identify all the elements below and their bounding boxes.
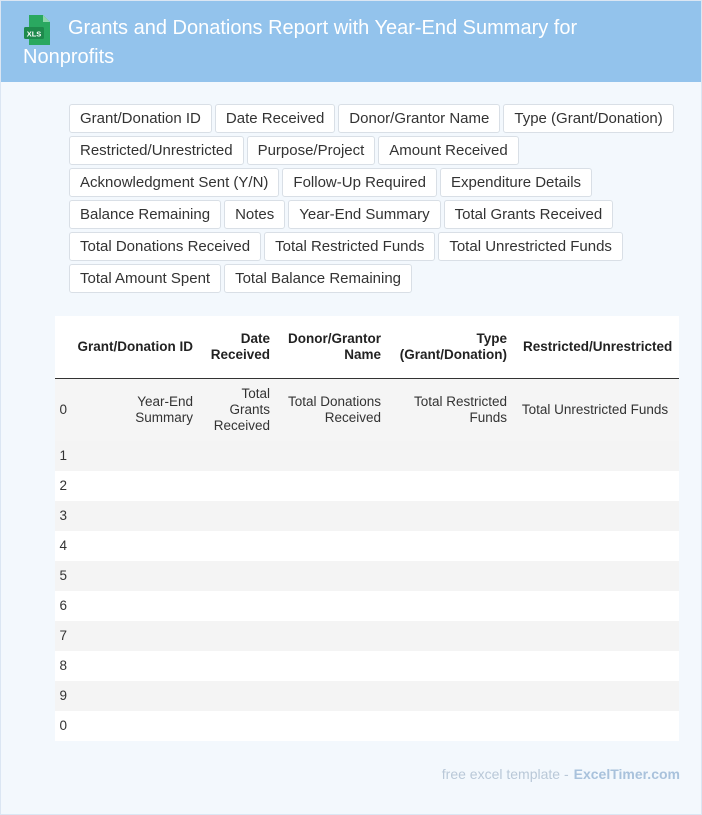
table-cell[interactable]	[511, 621, 679, 651]
summary-row	[55, 379, 679, 442]
table-cell[interactable]	[73, 591, 197, 621]
table-cell[interactable]	[511, 591, 679, 621]
table-cell[interactable]	[385, 531, 511, 561]
table-cell[interactable]	[197, 651, 274, 681]
row-number: 0	[55, 711, 73, 741]
row-number: 1	[55, 441, 73, 471]
field-chip[interactable]: Total Restricted Funds	[264, 232, 435, 261]
table-cell[interactable]	[511, 561, 679, 591]
field-chip[interactable]: Year-End Summary	[288, 200, 440, 229]
row-number: 0	[55, 379, 73, 442]
table-body	[55, 379, 679, 742]
summary-cell[interactable]: Total Grants Received	[197, 379, 274, 442]
table-row	[55, 711, 679, 741]
column-header[interactable]: Grant/Donation ID	[73, 316, 197, 379]
table-cell[interactable]	[274, 681, 385, 711]
row-number: 5	[55, 561, 73, 591]
table-cell[interactable]	[385, 651, 511, 681]
field-chip[interactable]: Expenditure Details	[440, 168, 592, 197]
table-cell[interactable]	[197, 471, 274, 501]
column-header[interactable]: Type (Grant/Donation)	[385, 316, 511, 379]
data-table	[55, 316, 679, 741]
svg-text:XLS: XLS	[26, 29, 42, 39]
table-cell[interactable]	[197, 621, 274, 651]
field-chip[interactable]: Purpose/Project	[247, 136, 376, 165]
table-row	[55, 471, 679, 501]
table-cell[interactable]	[385, 591, 511, 621]
table-cell[interactable]	[197, 591, 274, 621]
column-header[interactable]: Donor/Grantor Name	[274, 316, 385, 379]
field-chip[interactable]: Restricted/Unrestricted	[69, 136, 244, 165]
table-cell[interactable]	[73, 501, 197, 531]
footer-brand-link[interactable]: ExcelTimer.com	[573, 766, 680, 782]
table-header-row	[55, 316, 679, 379]
field-chip[interactable]: Total Donations Received	[69, 232, 261, 261]
table-cell[interactable]	[73, 441, 197, 471]
table-cell[interactable]	[511, 711, 679, 741]
table-cell[interactable]	[197, 681, 274, 711]
row-number: 3	[55, 501, 73, 531]
table-cell[interactable]	[197, 531, 274, 561]
table-cell[interactable]	[511, 471, 679, 501]
footer-credit	[442, 766, 680, 782]
table-row	[55, 561, 679, 591]
table-cell[interactable]	[511, 681, 679, 711]
table-cell[interactable]	[73, 651, 197, 681]
table-row	[55, 591, 679, 621]
row-number: 8	[55, 651, 73, 681]
table-cell[interactable]	[385, 501, 511, 531]
field-chip-list	[69, 104, 679, 293]
table-row	[55, 531, 679, 561]
page-title: Grants and Donations Report with Year-End Summary for Nonprofits	[23, 17, 578, 68]
table-cell[interactable]	[511, 441, 679, 471]
row-number: 4	[55, 531, 73, 561]
table-cell[interactable]	[274, 621, 385, 651]
table-cell[interactable]	[274, 531, 385, 561]
field-chip[interactable]: Date Received	[215, 104, 335, 133]
column-header[interactable]: Restricted/Unrestricted	[511, 316, 679, 379]
table-cell[interactable]	[274, 441, 385, 471]
header-bar	[1, 1, 701, 82]
row-number-header	[55, 316, 73, 379]
table-cell[interactable]	[274, 651, 385, 681]
field-chip[interactable]: Total Grants Received	[444, 200, 614, 229]
summary-cell[interactable]: Year-End Summary	[73, 379, 197, 442]
table-cell[interactable]	[197, 501, 274, 531]
table-cell[interactable]	[274, 561, 385, 591]
table-cell[interactable]	[385, 471, 511, 501]
table-viewport[interactable]	[59, 316, 679, 741]
row-number: 9	[55, 681, 73, 711]
summary-cell[interactable]: Total Donations Received	[274, 379, 385, 442]
table-row	[55, 441, 679, 471]
summary-cell[interactable]: Total Unrestricted Funds	[511, 379, 679, 442]
table-cell[interactable]	[274, 711, 385, 741]
table-row	[55, 621, 679, 651]
summary-cell[interactable]: Total Restricted Funds	[385, 379, 511, 442]
table-cell[interactable]	[385, 681, 511, 711]
table-cell[interactable]	[197, 711, 274, 741]
table-cell[interactable]	[73, 711, 197, 741]
table-cell[interactable]	[385, 711, 511, 741]
field-chip[interactable]: Total Balance Remaining	[224, 264, 412, 293]
row-number: 6	[55, 591, 73, 621]
table-row	[55, 501, 679, 531]
table-cell[interactable]	[385, 561, 511, 591]
table-cell[interactable]	[511, 531, 679, 561]
table-cell[interactable]	[274, 591, 385, 621]
table-cell[interactable]	[73, 531, 197, 561]
table-cell[interactable]	[511, 651, 679, 681]
table-cell[interactable]	[274, 501, 385, 531]
table-cell[interactable]	[73, 681, 197, 711]
table-cell[interactable]	[73, 561, 197, 591]
table-row	[55, 681, 679, 711]
field-chip[interactable]: Acknowledgment Sent (Y/N)	[69, 168, 279, 197]
footer-text: free excel template -	[441, 766, 569, 782]
column-header[interactable]: Date Received	[197, 316, 274, 379]
table-cell[interactable]	[73, 621, 197, 651]
table-cell[interactable]	[385, 441, 511, 471]
field-chip[interactable]: Amount Received	[378, 136, 518, 165]
field-chip[interactable]: Grant/Donation ID	[69, 104, 212, 133]
field-chip[interactable]: Donor/Grantor Name	[338, 104, 500, 133]
field-chip[interactable]: Type (Grant/Donation)	[503, 104, 673, 133]
table-cell[interactable]	[73, 471, 197, 501]
field-chip[interactable]: Total Unrestricted Funds	[438, 232, 623, 261]
table-row	[55, 651, 679, 681]
table-cell[interactable]	[197, 441, 274, 471]
field-chip[interactable]: Total Amount Spent	[69, 264, 221, 293]
table-cell[interactable]	[511, 501, 679, 531]
field-chip[interactable]: Follow-Up Required	[282, 168, 437, 197]
table-cell[interactable]	[385, 621, 511, 651]
row-number: 7	[55, 621, 73, 651]
field-chip[interactable]: Notes	[224, 200, 285, 229]
table-cell[interactable]	[197, 561, 274, 591]
field-chip[interactable]: Balance Remaining	[69, 200, 221, 229]
table-cell[interactable]	[274, 471, 385, 501]
row-number: 2	[55, 471, 73, 501]
